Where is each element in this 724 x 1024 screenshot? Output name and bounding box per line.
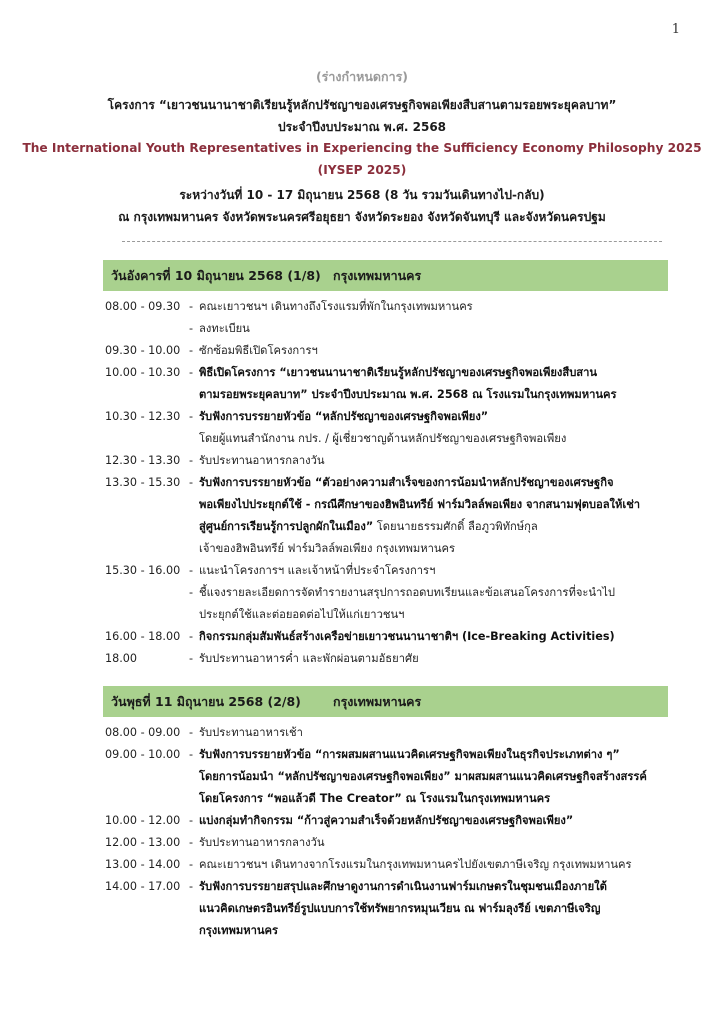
item-time: 08.00 - 09.00 (105, 726, 181, 739)
item-description: รับฟังการบรรยายหัวข้อ “หลักปรัชญาของเศรษฐกิจพอเพียง” (199, 410, 489, 423)
item-description: คณะเยาวชนฯ เดินทางถึงโรงแรมที่พักในกรุงเทพมหานคร (199, 300, 473, 313)
item-description: โดยผู้แทนสำนักงาน กปร. / ผู้เชี่ยวชาญด้านหลักปรัชญาของเศรษฐกิจพอเพียง (199, 432, 567, 445)
day-location: กรุงเทพมหานคร (333, 267, 422, 283)
item-description: รับประทานอาหารเช้า (199, 726, 303, 739)
item-description: สู่ศูนย์การเรียนรู้การปลูกผักในเมือง” โดยนายธรรมศักดิ์ ลือภูวพิทักษ์กุล (199, 520, 538, 533)
item-time: 08.00 - 09.30 (105, 300, 181, 313)
bullet-dash: - (189, 564, 194, 577)
bullet-dash: - (189, 748, 194, 761)
bullet-dash: - (189, 630, 194, 643)
item-description: รับประทานอาหารกลางวัน (199, 836, 325, 849)
bullet-dash: - (189, 814, 194, 827)
item-time: 18.00 (105, 652, 138, 665)
bullet-dash: - (189, 322, 194, 335)
item-time: 10.00 - 12.00 (105, 814, 181, 827)
item-time: 16.00 - 18.00 (105, 630, 181, 643)
page-number: 1 (671, 22, 680, 37)
day-location: กรุงเทพมหานคร (333, 693, 422, 709)
item-description: รับประทานอาหารค่ำ และพักผ่อนตามอัธยาศัย (199, 652, 419, 665)
locations: ณ กรุงเทพมหานคร จังหวัดพระนครศรีอยุธยา จังหวัดระยอง จังหวัดจันทบุรี และจังหวัดนครปฐม (118, 210, 606, 224)
item-time: 13.00 - 14.00 (105, 858, 181, 871)
item-time: 14.00 - 17.00 (105, 880, 181, 893)
day-title: วันพุธที่ 11 มิถุนายน 2568 (2/8) (111, 693, 301, 709)
item-time: 15.30 - 16.00 (105, 564, 181, 577)
item-description: กิจกรรมกลุ่มสัมพันธ์สร้างเครือข่ายเยาวชนนานาชาติฯ (Ice-Breaking Activities) (199, 630, 615, 643)
bullet-dash: - (189, 880, 194, 893)
item-description: แนะนำโครงการฯ และเจ้าหน้าที่ประจำโครงการฯ (199, 564, 436, 577)
fiscal-year: ประจำปีงบประมาณ พ.ศ. 2568 (277, 120, 447, 134)
bullet-dash: - (189, 476, 194, 489)
bullet-dash: - (189, 410, 194, 423)
bullet-dash: - (189, 652, 194, 665)
day-header (103, 260, 668, 291)
item-time: 10.00 - 10.30 (105, 366, 181, 379)
item-description: ลงทะเบียน (199, 322, 250, 335)
day-header (103, 686, 668, 717)
bullet-dash: - (189, 858, 194, 871)
project-title: โครงการ “เยาวชนนานาชาติเรียนรู้หลักปรัชญาของเศรษฐกิจพอเพียงสืบสานตามรอยพระยุคลบาท” (107, 98, 617, 112)
item-description: ชี้แจงรายละเอียดการจัดทำรายงานสรุปการถอดบทเรียนและข้อเสนอโครงการที่จะนำไป ประยุกต์ใช้และต่อยอดต่อไปให้แก่เยาวชนฯ (199, 586, 616, 621)
item-description: รับฟังการบรรยายสรุปและศึกษาดูงานการดำเนินงานฟาร์มเกษตรในชุมชนเมืองภายใต้ แนวคิดเกษตรอินทรีย์รูปแบบการใช้ทรัพยากรหมุนเวียน ณ ฟาร์มลุงรีย์ เขตภาษีเจริญ กรุงเทพมหานคร (199, 880, 607, 937)
dashed-separator (122, 241, 662, 242)
item-time: 09.30 - 10.00 (105, 344, 181, 357)
item-description: รับฟังการบรรยายหัวข้อ “ตัวอย่างความสำเร็จของการน้อมนำหลักปรัชญาของเศรษฐกิจ พอเพียงไปประยุกต์ใช้ - กรณีศึกษาของฮิพอินทรีย์ ฟาร์มวิลล์พอเพียง จากสนามฟุตบอลให้เช่า (199, 476, 641, 511)
item-description: ซักซ้อมพิธีเปิดโครงการฯ (199, 344, 318, 357)
draft-label: (ร่างกำหนดการ) (315, 69, 409, 84)
english-acronym: (IYSEP 2025) (317, 163, 407, 177)
date-range: ระหว่างวันที่ 10 - 17 มิถุนายน 2568 (8 วัน รวมวันเดินทางไป-กลับ) (179, 188, 545, 202)
item-description: คณะเยาวชนฯ เดินทางจากโรงแรมในกรุงเทพมหานครไปยังเขตภาษีเจริญ กรุงเทพมหานคร (199, 858, 632, 871)
bullet-dash: - (189, 366, 194, 379)
bullet-dash: - (189, 454, 194, 467)
item-description: รับฟังการบรรยายหัวข้อ “การผสมผสานแนวคิดเศรษฐกิจพอเพียงในธุรกิจประเภทต่าง ๆ” โดยการน้อมนำ “หลักปรัชญาของเศรษฐกิจพอเพียง” มาผสมผสานแนวคิดเศรษฐกิจสร้างสรรค์ โดยโครงการ “พอแล้วดี The Creator” ณ โรงแรมในกรุงเทพมหานคร (199, 748, 647, 805)
item-description: เจ้าของฮิพอินทรีย์ ฟาร์มวิลล์พอเพียง กรุงเทพมหานคร (199, 542, 455, 555)
day-title: วันอังคารที่ 10 มิถุนายน 2568 (1/8) (111, 267, 321, 283)
english-title: The International Youth Representatives in Experiencing the Sufficiency Economy Philosophy 2025 (22, 141, 702, 155)
bullet-dash: - (189, 836, 194, 849)
item-time: 12.00 - 13.00 (105, 836, 181, 849)
item-description: รับประทานอาหารกลางวัน (199, 454, 325, 467)
bullet-dash: - (189, 586, 194, 599)
item-time: 13.30 - 15.30 (105, 476, 181, 489)
bullet-dash: - (189, 726, 194, 739)
item-time: 09.00 - 10.00 (105, 748, 181, 761)
item-time: 10.30 - 12.30 (105, 410, 181, 423)
item-description: แบ่งกลุ่มทำกิจกรรม “ก้าวสู่ความสำเร็จด้วยหลักปรัชญาของเศรษฐกิจพอเพียง” (199, 814, 574, 827)
item-description: พิธีเปิดโครงการ “เยาวชนนานาชาติเรียนรู้หลักปรัชญาของเศรษฐกิจพอเพียงสืบสาน ตามรอยพระยุคลบาท” ประจำปีงบประมาณ พ.ศ. 2568 ณ โรงแรมในกรุงเทพมหานคร (199, 366, 617, 401)
item-time: 12.30 - 13.30 (105, 454, 181, 467)
bullet-dash: - (189, 300, 194, 313)
bullet-dash: - (189, 344, 194, 357)
